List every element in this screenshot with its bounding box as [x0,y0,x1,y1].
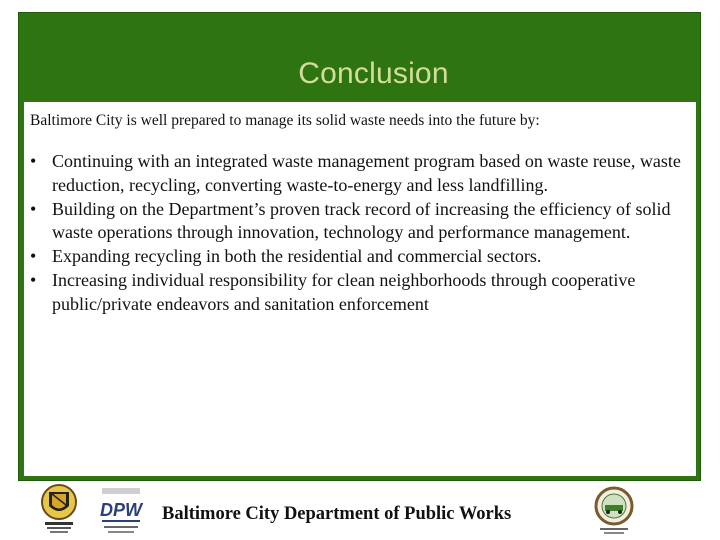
bullet-item: • Expanding recycling in both the residential and commercial sectors. [30,245,682,269]
bullet-icon: • [30,246,37,267]
footer [0,484,720,540]
bullet-icon: • [30,198,37,219]
bullet-item: • Increasing individual responsibility for clean neighborhoods through cooperative public/private endeavors and sanitation enforcement [30,269,636,314]
bullet-icon: • [30,269,37,290]
intro-text: Baltimore City is well prepared to manage its solid waste needs into the future by: [30,112,540,129]
bullet-list [30,150,682,317]
bullet-item: • Building on the Department’s proven track record of increasing the efficiency of solid waste operations through innovation, technology and performance management. [30,198,671,243]
bullet-item: • Continuing with an integrated waste management program based on waste reuse, waste reduction, recycling, converting waste-to-energy and less landfilling. [30,151,681,195]
slide-content-box [24,102,696,476]
baltimore-seal-logo [40,484,78,536]
svg-text:DPW: DPW [100,500,142,520]
footer-text: Baltimore City Department of Public Works [162,504,512,524]
dpw-logo [98,486,144,538]
bullet-icon: • [30,151,37,171]
city-seal-logo [592,486,636,536]
slide-title: Conclusion [298,57,449,90]
